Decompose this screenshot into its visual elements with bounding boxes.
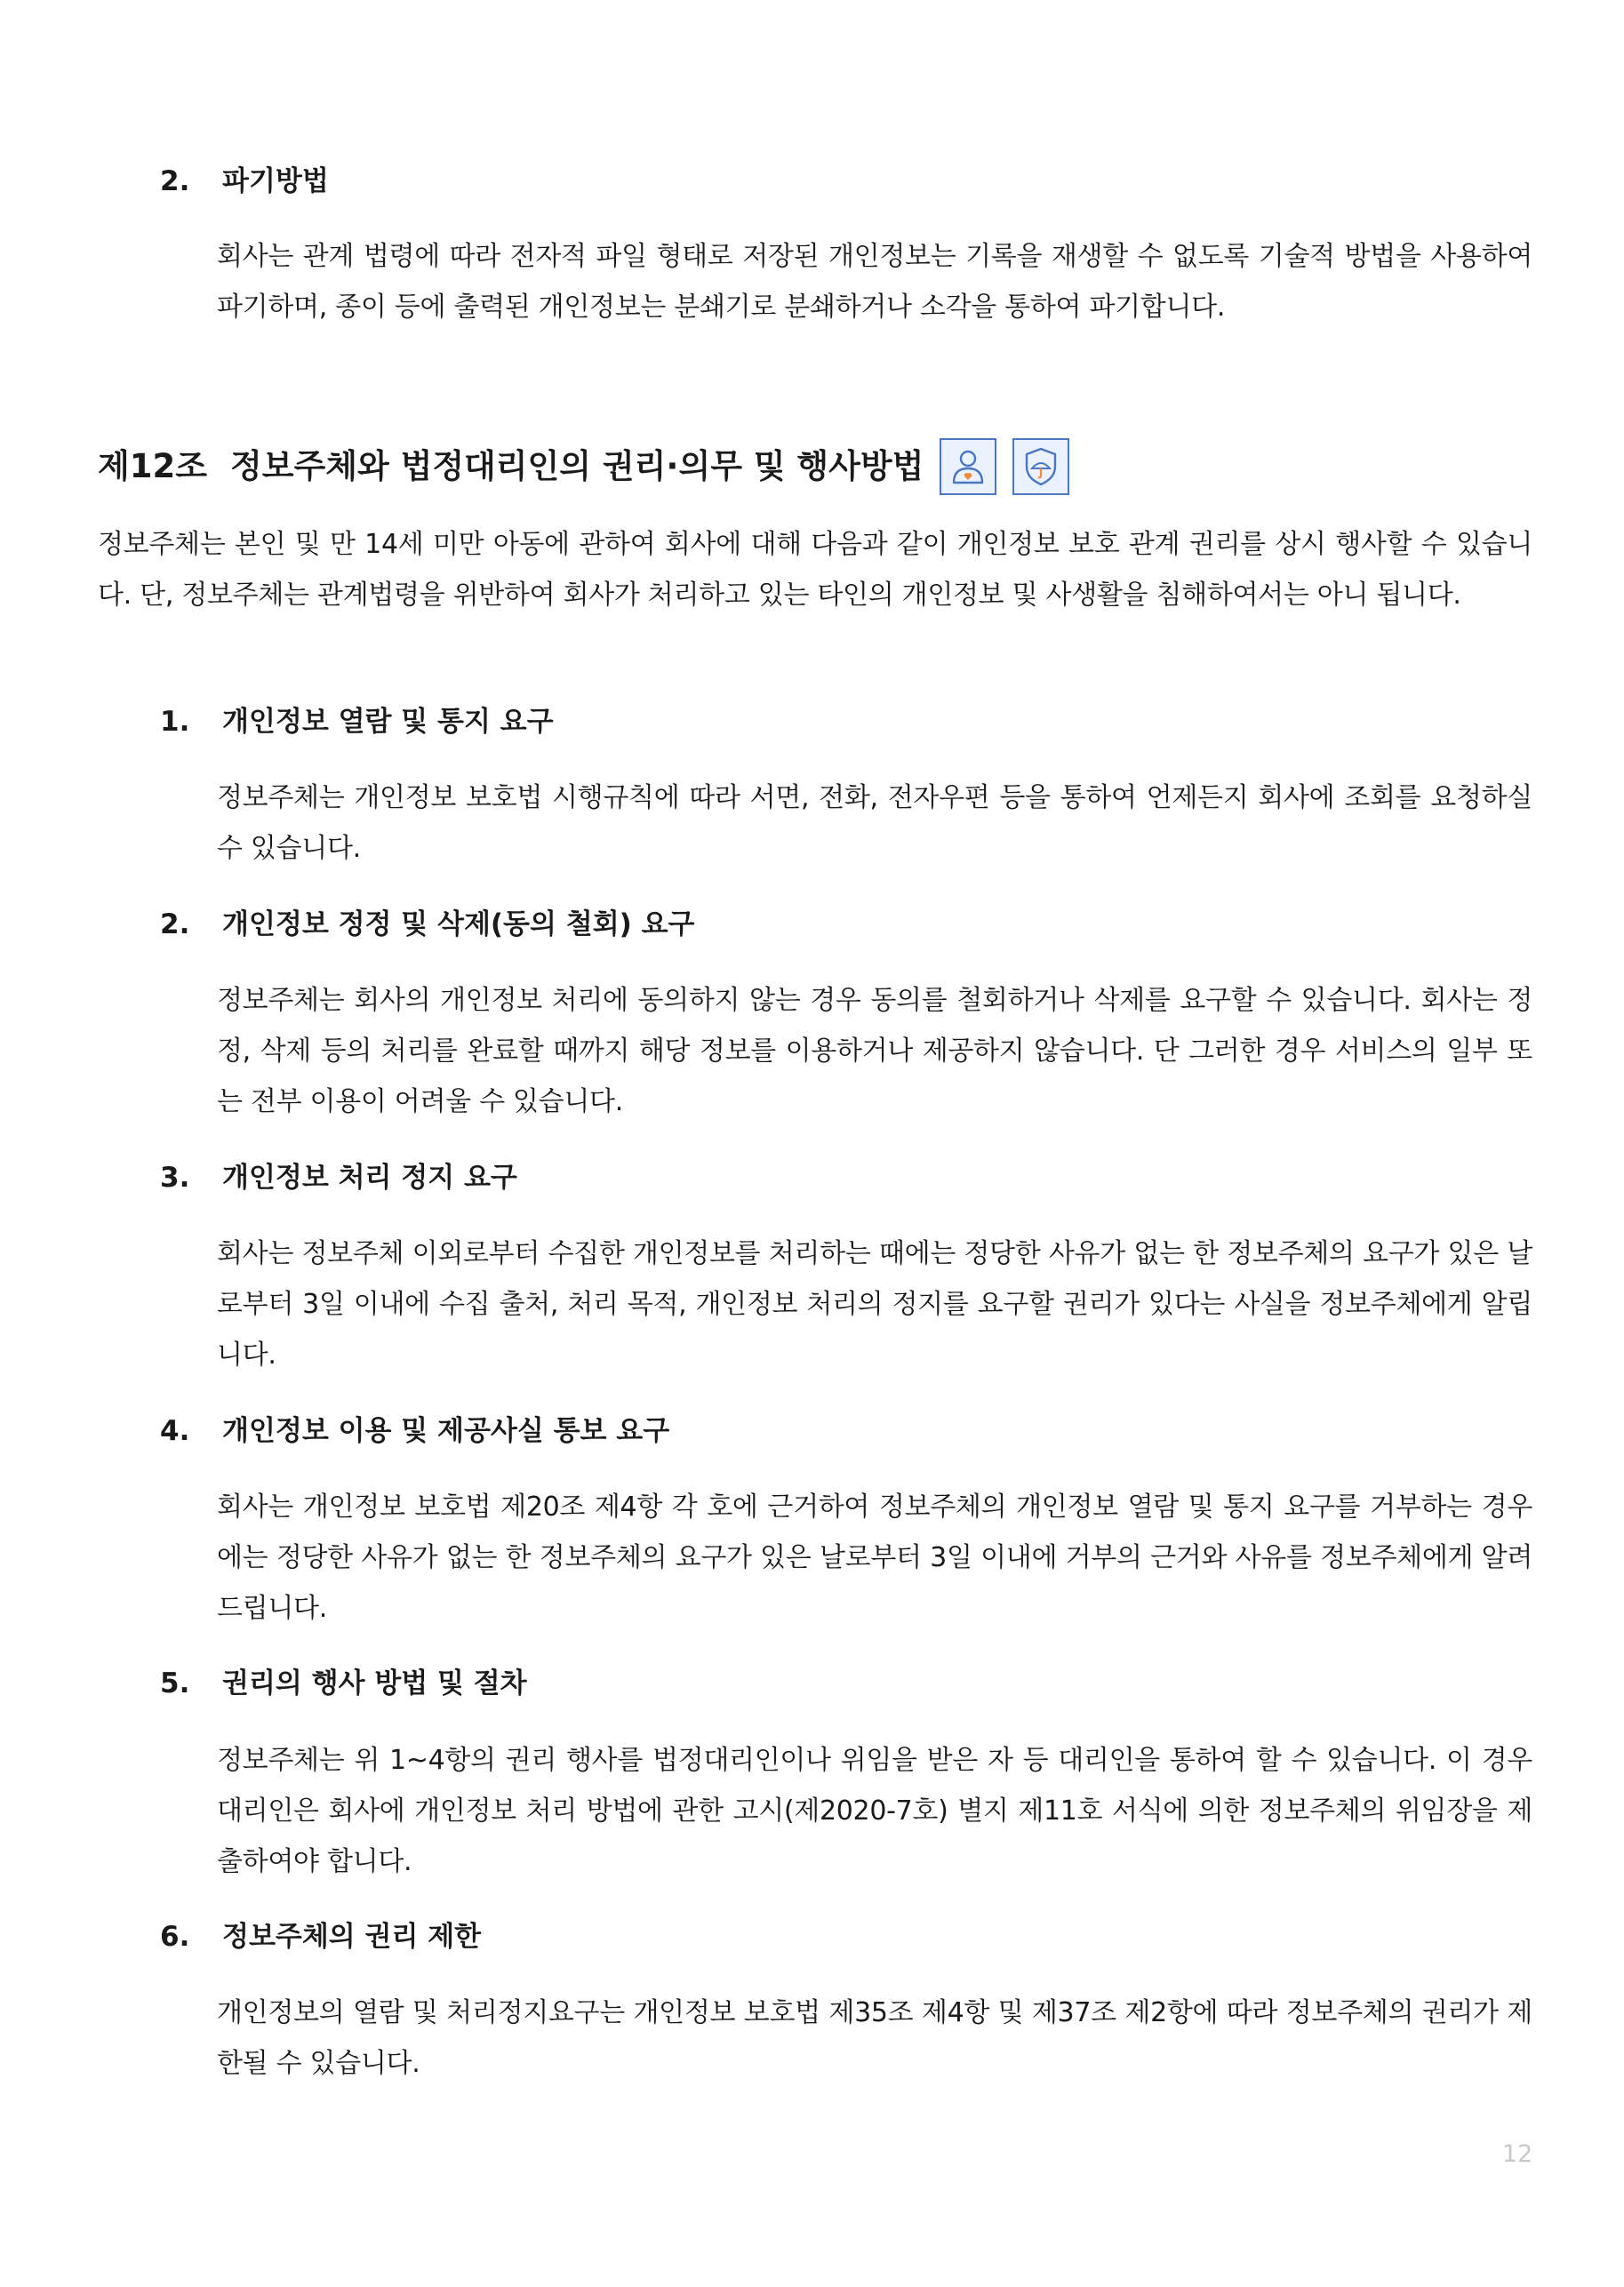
item-number: 1. (160, 706, 190, 738)
item-title: 정보주체의 권리 제한 (222, 1921, 482, 1953)
item-body: 개인정보의 열람 및 처리정지요구는 개인정보 보호법 제35조 제4항 및 제37조 제2항에 따라 정보주체의 권리가 제한될 수 있습니다. (217, 1997, 1532, 2079)
shield-umbrella-icon (1012, 438, 1069, 495)
section-heading (160, 164, 329, 199)
item-title: 개인정보 이용 및 제공사실 통보 요구 (222, 1415, 670, 1447)
item-number: 5. (160, 1667, 190, 1699)
item-body: 정보주체는 개인정보 보호법 시행규칙에 따라 서면, 전화, 전자우편 등을 통하여 언제든지 회사에 조회를 요청하실 수 있습니다. (217, 782, 1532, 864)
item-number: 3. (160, 1162, 190, 1194)
section-number: 2. (160, 165, 190, 197)
item-heading (160, 704, 554, 740)
item-body: 회사는 정보주체 이외로부터 수집한 개인정보를 처리하는 때에는 정당한 사유가 없는 한 정보주체의 요구가 있은 날로부터 3일 이내에 수집 출처, 처리 목적, 개인정보 처리의 정지를 요구할 권리가 있다는 사실을 정보주체에게 알립니다. (217, 1238, 1532, 1371)
item-title: 권리의 행사 방법 및 절차 (222, 1667, 527, 1699)
item-title: 개인정보 열람 및 통지 요구 (222, 706, 554, 738)
item-body: 회사는 개인정보 보호법 제20조 제4항 각 호에 근거하여 정보주체의 개인정보 열람 및 통지 요구를 거부하는 경우에는 정당한 사유가 없는 한 정보주체의 요구가 있은 날로부터 3일 이내에 거부의 근거와 사유를 정보주체에게 알려 드립니다. (217, 1491, 1532, 1624)
item-number: 2. (160, 908, 190, 940)
item-heading (160, 1413, 669, 1449)
section-title: 파기방법 (222, 165, 329, 197)
item-heading (160, 1160, 517, 1195)
item-number: 6. (160, 1921, 190, 1953)
person-with-heart-icon (940, 438, 996, 495)
article-intro: 정보주체는 본인 및 만 14세 미만 아동에 관하여 회사에 대해 다음과 같이 개인정보 보호 관계 권리를 상시 행사할 수 있습니다. 단, 정보주체는 관계법령을 위반하여 회사가 처리하고 있는 타인의 개인정보 및 사생활을 침해하여서는 아니 됩니다. (98, 529, 1532, 611)
item-title: 개인정보 처리 정지 요구 (222, 1162, 517, 1194)
item-heading (160, 1666, 527, 1701)
item-body: 정보주체는 위 1~4항의 권리 행사를 법정대리인이나 위임을 받은 자 등 대리인을 통하여 할 수 있습니다. 이 경우 대리인은 회사에 개인정보 처리 방법에 관한 고시(제2020-7호) 별지 제11호 서식에 의한 정보주체의 위임장을 제출하여야 합니다. (217, 1745, 1532, 1877)
item-heading (160, 1919, 481, 1955)
section-body: 회사는 관계 법령에 따라 전자적 파일 형태로 저장된 개인정보는 기록을 재생할 수 없도록 기술적 방법을 사용하여 파기하며, 종이 등에 출력된 개인정보는 분쇄기로 분쇄하거나 소각을 통하여 파기합니다. (217, 241, 1532, 323)
article-title: 정보주체와 법정대리인의 권리·의무 및 행사방법 (229, 447, 924, 485)
item-title: 개인정보 정정 및 삭제(동의 철회) 요구 (222, 908, 695, 940)
item-heading (160, 907, 695, 942)
article-number: 제12조 (98, 447, 207, 485)
item-body: 정보주체는 회사의 개인정보 처리에 동의하지 않는 경우 동의를 철회하거나 삭제를 요구할 수 있습니다. 회사는 정정, 삭제 등의 처리를 완료할 때까지 해당 정보를 이용하거나 제공하지 않습니다. 단 그러한 경우 서비스의 일부 또는 전부 이용이 어려울 수 있습니다. (217, 985, 1532, 1117)
article-heading (98, 438, 1069, 495)
item-number: 4. (160, 1415, 190, 1447)
page-number: 12 (1502, 2140, 1533, 2168)
